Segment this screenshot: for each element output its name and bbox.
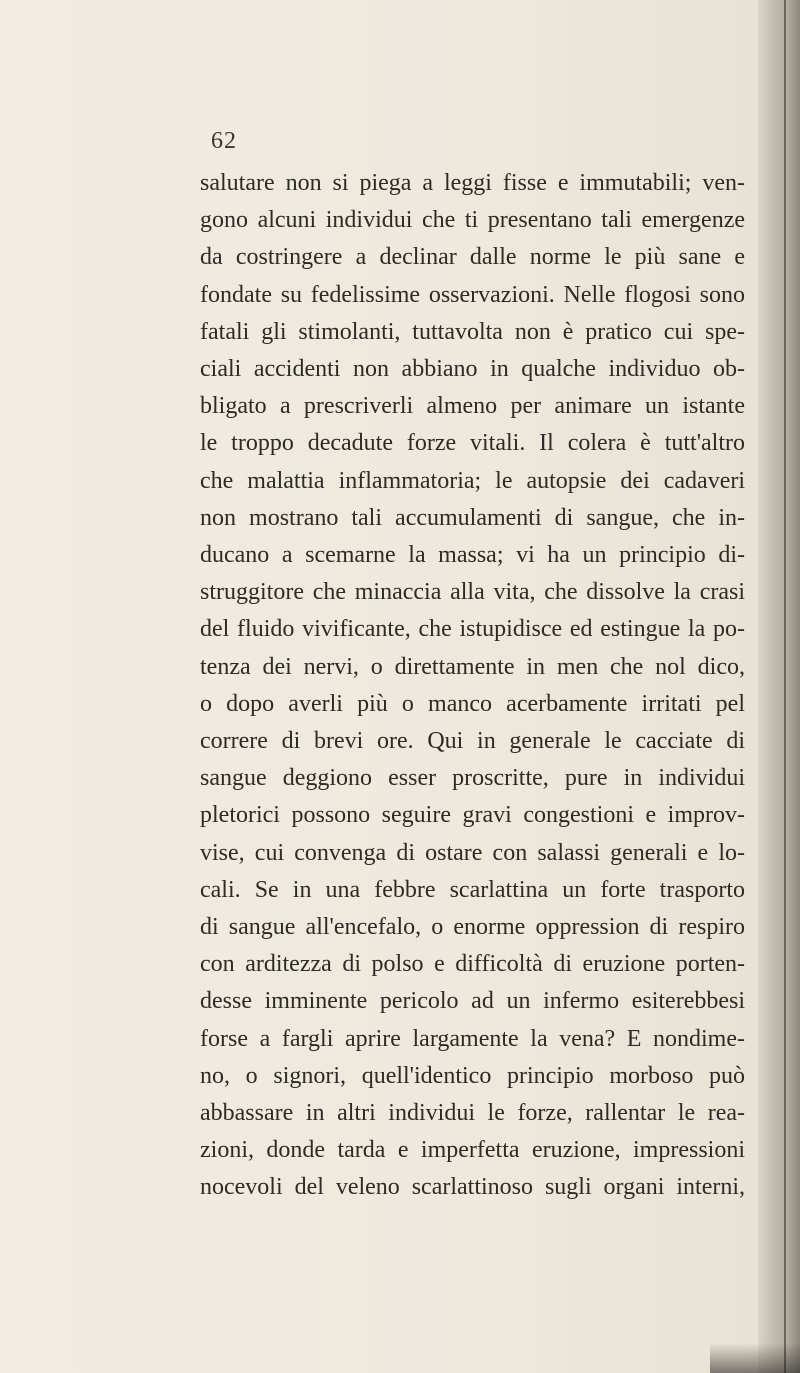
text-line: abbassare in altri individui le forze, rallentar le rea- [200, 1100, 745, 1127]
body-text [200, 165, 745, 1207]
text-line: non mostrano tali accumulamenti di sangue, che in- [200, 504, 745, 531]
text-line: con arditezza di polso e difficoltà di eruzione porten- [200, 951, 745, 978]
text-line: correre di brevi ore. Qui in generale le cacciate di [200, 728, 745, 755]
page-number: 62 [211, 128, 237, 154]
text-line: salutare non si piega a leggi fisse e immutabili; ven- [200, 170, 745, 196]
text-line: struggitore che minaccia alla vita, che dissolve la crasi [200, 579, 745, 606]
page-binding-line [784, 0, 786, 1373]
text-line: nocevoli del veleno scarlattinoso sugli organi interni, [200, 1174, 745, 1201]
text-line: fondate su fedelissime osservazioni. Nelle flogosi sono [200, 281, 745, 308]
text-line: sangue deggiono esser proscritte, pure in individui [200, 765, 745, 792]
text-line: ducano a scemarne la massa; vi ha un principio di- [200, 542, 745, 569]
text-line: gono alcuni individui che ti presentano tali emergenze [200, 207, 745, 234]
text-line: del fluido vivificante, che istupidisce ed estingue la po- [200, 616, 745, 643]
text-line: forse a fargli aprire largamente la vena? E nondime- [200, 1025, 745, 1052]
page-corner-shadow [710, 1343, 800, 1373]
text-line: no, o signori, quell'identico principio morboso può [200, 1062, 745, 1089]
text-line: ciali accidenti non abbiano in qualche individuo ob- [200, 356, 745, 383]
page-binding-edge [758, 0, 800, 1373]
text-line: da costringere a declinar dalle norme le più sane e [200, 244, 745, 271]
text-line: o dopo averli più o manco acerbamente irritati pel [200, 690, 745, 717]
text-line: cali. Se in una febbre scarlattina un forte trasporto [200, 876, 745, 903]
text-line: le troppo decadute forze vitali. Il colera è tutt'altro [200, 430, 745, 457]
text-line: zioni, donde tarda e imperfetta eruzione, impressioni [200, 1137, 745, 1164]
text-line: che malattia inflammatoria; le autopsie dei cadaveri [200, 467, 745, 494]
text-line: tenza dei nervi, o direttamente in men che nol dico, [200, 653, 745, 680]
text-line: desse imminente pericolo ad un infermo esiterebbesi [200, 988, 745, 1015]
text-line: fatali gli stimolanti, tuttavolta non è pratico cui spe- [200, 318, 745, 345]
text-line: di sangue all'encefalo, o enorme oppression di respiro [200, 914, 745, 941]
text-line: bligato a prescriverli almeno per animare un istante [200, 393, 745, 420]
text-line: vise, cui convenga di ostare con salassi generali e lo- [200, 839, 745, 866]
text-line: pletorici possono seguire gravi congestioni e improv- [200, 802, 745, 829]
